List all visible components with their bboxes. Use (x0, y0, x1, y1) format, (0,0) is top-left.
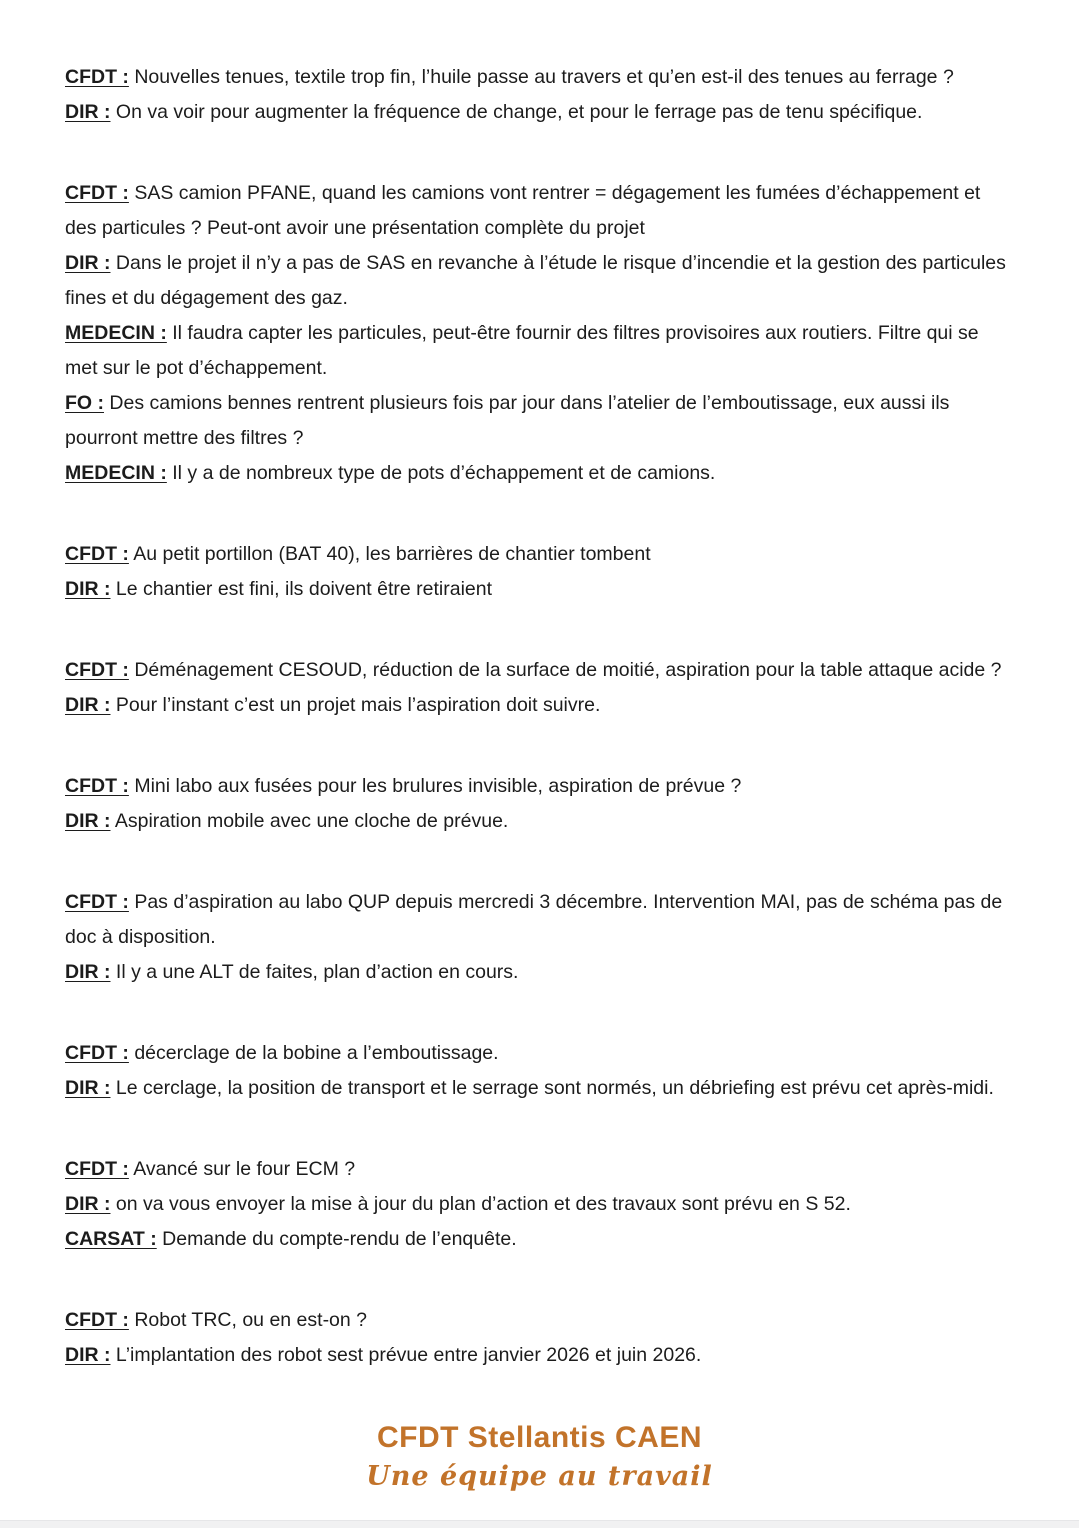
dialogue-entry (65, 1187, 1015, 1222)
entry-text: Des camions bennes rentrent plusieurs fois par jour dans l’atelier de l’emboutissage, eux aussi ils pourront mettre des filtres ? (65, 392, 950, 449)
speaker-label: DIR : (65, 1193, 111, 1215)
dialogue-entry (65, 386, 1015, 456)
dialogue-block (65, 769, 1015, 839)
dialogue-entry (65, 246, 1015, 316)
footer-title: CFDT Stellantis CAEN (376, 1421, 703, 1454)
entry-text: On va voir pour augmenter la fréquence de change, et pour le ferrage pas de tenu spécifique. (115, 101, 923, 123)
entry-text: Au petit portillon (BAT 40), les barrières de chantier tombent (133, 543, 651, 565)
entry-text: Dans le projet il n’y a pas de SAS en revanche à l’étude le risque d’incendie et la gestion des particules fines et du dégagement des gaz. (65, 252, 1006, 309)
speaker-label: DIR : (65, 810, 111, 832)
speaker-label: CFDT : (65, 1042, 129, 1064)
dialogue-block (65, 1036, 1015, 1106)
speaker-label: CFDT : (65, 543, 129, 565)
dialogue-block (65, 653, 1015, 723)
entry-text: L’implantation des robot sest prévue entre janvier 2026 et juin 2026. (115, 1344, 702, 1366)
speaker-label: MEDECIN : (65, 462, 167, 484)
entry-text: Il faudra capter les particules, peut-être fournir des filtres provisoires aux routiers. Filtre qui se met sur le pot d’échappement. (65, 322, 979, 379)
dialogue-entry (65, 537, 1015, 572)
bottom-edge-strip (0, 1520, 1079, 1528)
entry-text: décerclage de la bobine a l’emboutissage. (134, 1042, 499, 1064)
speaker-label: DIR : (65, 252, 111, 274)
entry-text: Le cerclage, la position de transport et le serrage sont normés, un débriefing est prévu cet après-midi. (115, 1077, 994, 1099)
dialogue-entry (65, 456, 1015, 491)
entry-text: Le chantier est fini, ils doivent être retiraient (115, 578, 493, 600)
footer-logo (0, 1419, 1079, 1497)
dialogue-entry (65, 1036, 1015, 1071)
speaker-label: DIR : (65, 961, 111, 983)
entry-text: Demande du compte-rendu de l’enquête. (162, 1228, 517, 1250)
dialogue-entry (65, 316, 1015, 386)
speaker-label: CFDT : (65, 775, 129, 797)
dialogue-entry (65, 885, 1015, 955)
speaker-label: CFDT : (65, 659, 129, 681)
speaker-label: DIR : (65, 101, 111, 123)
entry-text: Nouvelles tenues, textile trop fin, l’huile passe au travers et qu’en est-il des tenues au ferrage ? (134, 66, 954, 88)
dialogue-entry (65, 60, 1015, 95)
dialogue-entry (65, 1071, 1015, 1106)
speaker-label: DIR : (65, 1344, 111, 1366)
speaker-label: CFDT : (65, 891, 129, 913)
dialogue-block (65, 537, 1015, 607)
dialogue-block (65, 176, 1015, 491)
entry-text: Aspiration mobile avec une cloche de prévue. (114, 810, 509, 832)
speaker-label: DIR : (65, 1077, 111, 1099)
dialogue-block (65, 1152, 1015, 1257)
dialogue-entry (65, 572, 1015, 607)
speaker-label: DIR : (65, 694, 111, 716)
speaker-label: CFDT : (65, 1309, 129, 1331)
speaker-label: CARSAT : (65, 1228, 157, 1250)
speaker-label: FO : (65, 392, 104, 414)
dialogue-entry (65, 688, 1015, 723)
dialogue-entry (65, 1152, 1015, 1187)
speaker-label: CFDT : (65, 1158, 129, 1180)
dialogue-entry (65, 95, 1015, 130)
entry-text: Avancé sur le four ECM ? (133, 1158, 356, 1180)
dialogue-block (65, 885, 1015, 990)
entry-text: SAS camion PFANE, quand les camions vont rentrer = dégagement les fumées d’échappement et des particules ? Peut-ont avoir une présentation complète du projet (65, 182, 981, 239)
speaker-label: MEDECIN : (65, 322, 167, 344)
dialogue-block (65, 1303, 1015, 1373)
dialogue-entry (65, 1222, 1015, 1257)
speaker-label: DIR : (65, 578, 111, 600)
entry-text: Pour l’instant c’est un projet mais l’aspiration doit suivre. (115, 694, 601, 716)
dialogue-entry (65, 955, 1015, 990)
entry-text: Pas d’aspiration au labo QUP depuis mercredi 3 décembre. Intervention MAI, pas de schéma pas de doc à disposition. (65, 891, 1003, 948)
entry-text: Robot TRC, ou en est-on ? (134, 1309, 368, 1331)
dialogue-entry (65, 769, 1015, 804)
dialogue-entry (65, 1303, 1015, 1338)
entry-text: on va vous envoyer la mise à jour du plan d’action et des travaux sont prévu en S 52. (115, 1193, 851, 1215)
speaker-label: CFDT : (65, 182, 129, 204)
speaker-label: CFDT : (65, 66, 129, 88)
dialogue-entry (65, 176, 1015, 246)
entry-text: Il y a de nombreux type de pots d’échappement et de camions. (172, 462, 716, 484)
dialogue-entry (65, 653, 1015, 688)
dialogue-block (65, 60, 1015, 130)
entry-text: Déménagement CESOUD, réduction de la surface de moitié, aspiration pour la table attaque acide ? (134, 659, 1002, 681)
dialogue-entry (65, 804, 1015, 839)
entry-text: Mini labo aux fusées pour les brulures invisible, aspiration de prévue ? (134, 775, 742, 797)
dialogue-entry (65, 1338, 1015, 1373)
entry-text: Il y a une ALT de faites, plan d’action en cours. (115, 961, 519, 983)
footer-tagline: Une équipe au travail (366, 1461, 713, 1492)
